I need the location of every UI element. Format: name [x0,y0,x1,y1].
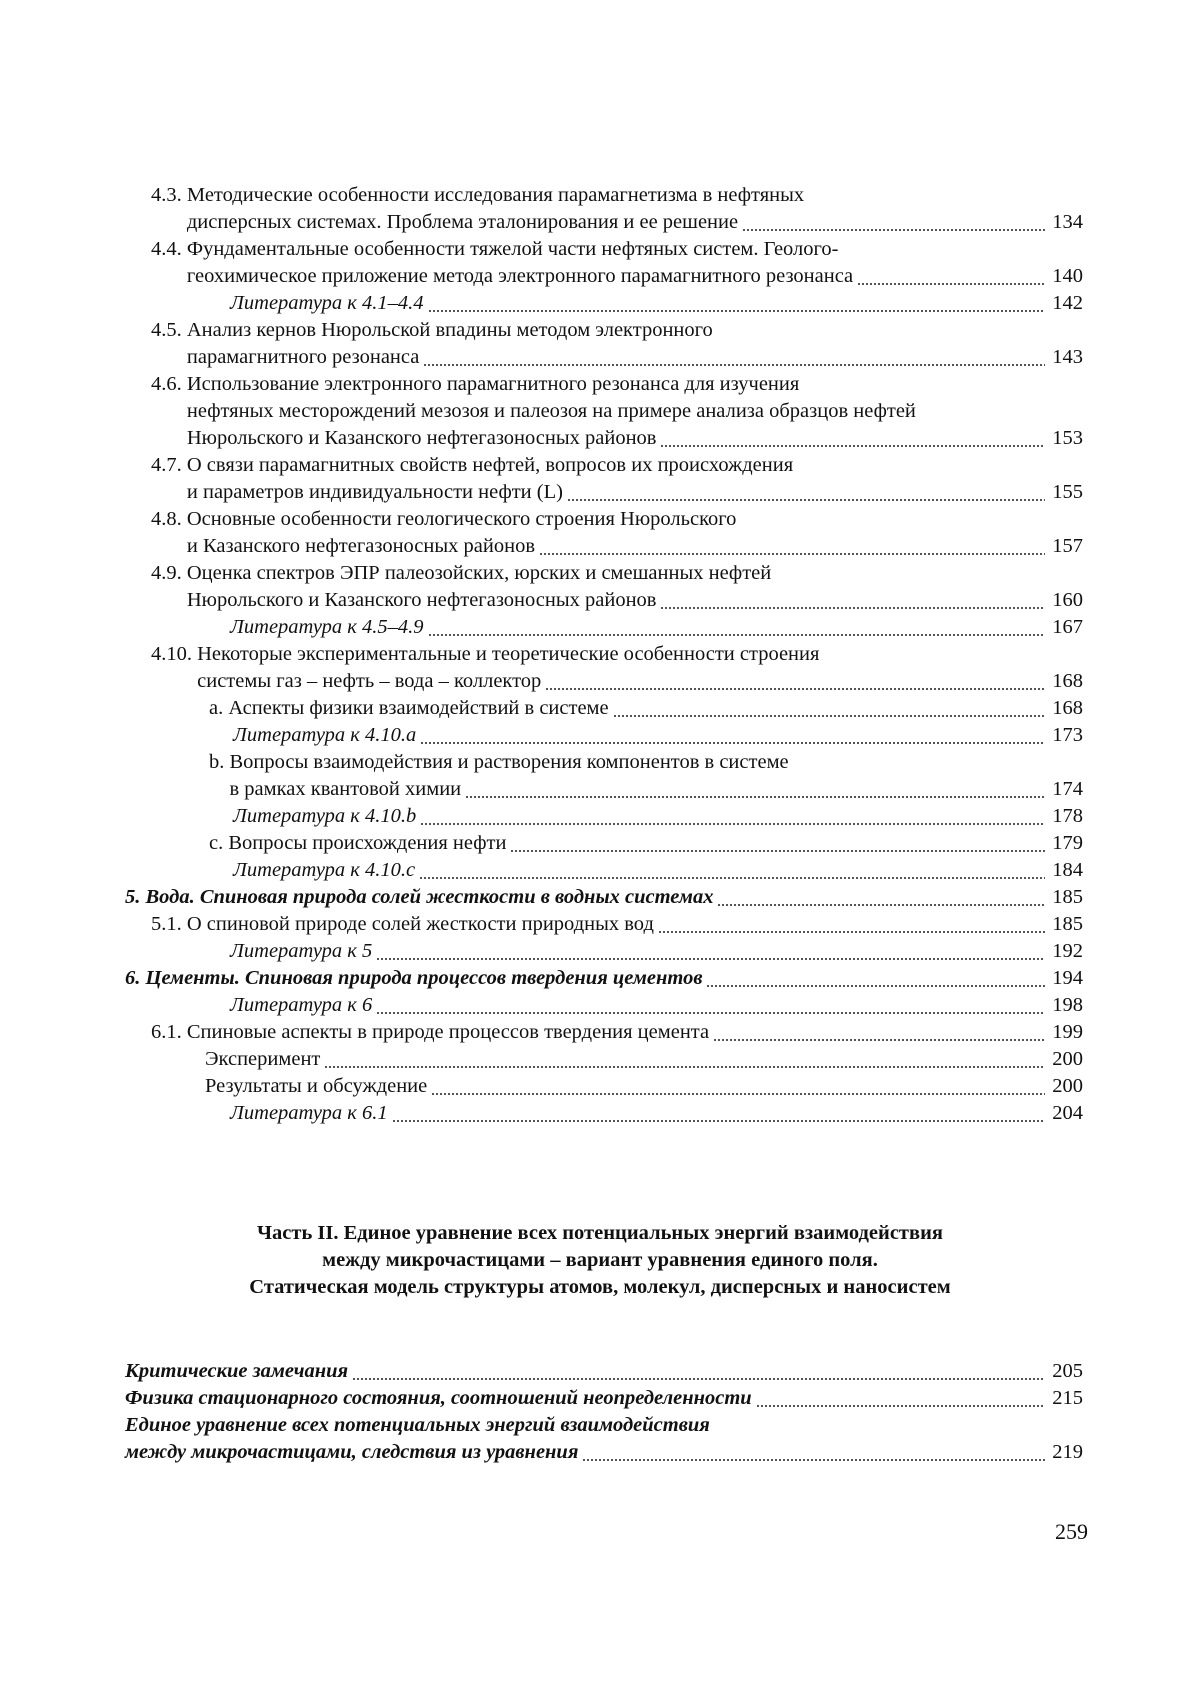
toc-entry-page: 157 [1052,535,1083,557]
toc-entry-body [197,641,1083,695]
toc-entry [125,290,1083,317]
dot-leader [660,606,1045,610]
toc-entry [125,965,1083,992]
toc-entry-body [230,992,1083,1019]
toc-entry [125,1073,1083,1100]
toc-entry-title-line: О спиновой природе солей жесткости природных вод [186,913,654,935]
toc-entry-title-line: Нюрольского и Казанского нефтегазоносных районов [186,589,657,611]
toc-entry-title-line: Литература к 4.10.a [233,724,417,746]
toc-entry-number: b. [209,751,230,773]
toc-entry-number: 4.4. [151,238,187,260]
toc-entry-number: a. [209,697,229,719]
toc-entry-page: 168 [1052,697,1083,719]
toc-entry-title-line: Литература к 5 [230,940,373,962]
toc-entry [125,722,1083,749]
toc-entry-title-line: Использование электронного парамагнитного резонанса для изучения [186,373,800,395]
toc-entry [125,236,1083,290]
toc-entry-title-line: нефтяных месторождений мезозоя и палеозоя на примере анализа образцов нефтей [186,400,916,422]
table-of-contents [125,182,1083,1127]
toc-entry-title-line: и параметров индивидуальности нефти (L) [186,481,563,503]
part-heading-line: Часть II. Единое уравнение всех потенциальных энергий взаимодействия [257,1222,943,1244]
toc-entry-number: 6.1. [151,1021,187,1043]
toc-entry-page: 179 [1052,832,1083,854]
toc-entry-number: 4.10. [151,643,198,665]
toc-entry-number: 4.9. [151,562,187,584]
toc-entry-page: 199 [1052,1021,1083,1043]
toc-entry-body [230,1100,1083,1127]
dot-leader [420,822,1045,826]
dot-leader [376,957,1045,961]
toc-entry-number: 6. [125,967,146,989]
toc-entry-page: 140 [1052,265,1083,287]
toc-entry-title-line: Литература к 4.10.b [233,805,417,827]
toc-entry-title-line: Спиновые аспекты в природе процессов твердения цемента [186,1021,710,1043]
toc-entry-page: 168 [1052,670,1083,692]
dot-leader [706,984,1045,988]
toc-entry-page: 198 [1052,994,1083,1016]
toc-entry-body [205,1073,1083,1100]
toc-entry-title-line: Вопросы происхождения нефти [228,832,507,854]
toc-entry-body [187,560,1083,614]
toc-entry [125,911,1083,938]
toc-entry-title-line: геохимическое приложение метода электронного парамагнитного резонанса [186,265,854,287]
toc-entry-page: 174 [1052,778,1083,800]
dot-leader [613,714,1045,718]
toc-entry-title-line: Нюрольского и Казанского нефтегазоносных районов [186,427,657,449]
toc-entry-number: 5.1. [151,913,187,935]
toc-entry-title-line: Литература к 6.1 [230,1102,388,1124]
toc-entry-title-line: Анализ кернов Нюрольской впадины методом электронного [186,319,713,341]
toc-entry-title-line: Единое уравнение всех потенциальных энергий взаимодействия [125,1414,710,1436]
toc-entry-body [230,749,1084,803]
toc-entry-body [205,1046,1083,1073]
toc-entry-title-line: Литература к 4.1–4.4 [230,292,424,314]
toc-entry-body [146,884,1084,911]
toc-entry-title-line: Эксперимент [205,1048,321,1070]
toc-entry-page: 155 [1052,481,1083,503]
toc-entry-title-line: Оценка спектров ЭПР палеозойских, юрских и смешанных нефтей [186,562,772,584]
toc-entry-body [228,830,1083,857]
toc-entry-title-line: Методические особенности исследования парамагнетизма в нефтяных [186,184,805,206]
toc-entry [125,803,1083,830]
toc-entry [125,1019,1083,1046]
toc-entry-body [187,182,1083,236]
toc-entry [125,182,1083,236]
toc-entry-title-line: между микрочастицами, следствия из уравнения [125,1441,579,1463]
toc-entry-body [230,938,1083,965]
toc-entry [125,1385,1083,1412]
dot-leader [420,741,1045,745]
dot-leader [539,552,1045,556]
toc-entry-page: 184 [1052,859,1083,881]
toc-entry-title-line: в рамках квантовой химии [229,778,462,800]
toc-entry-body [233,722,1083,749]
toc-entry-body [125,1412,1083,1466]
toc-entry-body [146,965,1084,992]
toc-entry [125,1100,1083,1127]
toc-entry-page: 204 [1052,1102,1083,1124]
toc-entry [125,614,1083,641]
toc-entry-number: 4.8. [151,508,187,530]
dot-leader [660,444,1045,448]
toc-entry [125,1412,1083,1466]
toc-entry [125,857,1083,884]
toc-entry-page: 178 [1052,805,1083,827]
dot-leader [510,849,1045,853]
toc-entry-body [230,614,1083,641]
toc-entry-body [187,317,1083,371]
toc-entry-title-line: дисперсных системах. Проблема эталонирования и ее решение [186,211,739,233]
toc-entry-body [228,695,1083,722]
dot-leader [419,876,1045,880]
toc-entry-page: 194 [1052,967,1083,989]
page-number: 259 [1055,1519,1088,1544]
toc-entry-title-line: Основные особенности геологического строения Нюрольского [186,508,737,530]
dot-leader [582,1458,1045,1462]
dot-leader [376,1011,1045,1015]
toc-entry-page: 160 [1052,589,1083,611]
toc-entry [125,884,1083,911]
dot-leader [713,1038,1045,1042]
dot-leader [567,498,1045,502]
toc-entry-body [187,452,1083,506]
toc-entry-body [187,911,1083,938]
toc-entry-number: 4.6. [151,373,187,395]
toc-entry-page: 185 [1052,886,1083,908]
toc-entry [125,371,1083,452]
dot-leader [658,930,1045,934]
dot-leader [431,1092,1045,1096]
toc-entry-page: 215 [1052,1387,1083,1409]
toc-entry-number: 4.7. [151,454,187,476]
toc-entry-title-line: Вопросы взаимодействия и растворения компонентов в системе [229,751,789,773]
toc-entry [125,749,1083,803]
toc-entry-title-line: парамагнитного резонанса [186,346,420,368]
toc-entry-body [233,857,1083,884]
dot-leader [352,1377,1045,1381]
toc-entry-title-line: и Казанского нефтегазоносных районов [186,535,535,557]
toc-entry [125,1046,1083,1073]
toc-entry-title-line: Цементы. Спиновая природа процессов твердения цементов [145,967,703,989]
toc-entry-page: 185 [1052,913,1083,935]
toc-entry-page: 173 [1052,724,1083,746]
toc-entry-body [125,1385,1083,1412]
toc-entry-page: 153 [1052,427,1083,449]
toc-entry [125,830,1083,857]
toc-entry-title-line: Некоторые экспериментальные и теоретические особенности строения [197,643,820,665]
toc-entry-page: 167 [1052,616,1083,638]
dot-leader [324,1065,1045,1069]
dot-leader [742,228,1045,232]
toc-entry [125,506,1083,560]
toc-entry [125,317,1083,371]
part-heading-line: Статическая модель структуры атомов, молекул, дисперсных и наносистем [249,1276,951,1298]
toc-entry-title-line: Литература к 6 [230,994,373,1016]
dot-leader [756,1404,1045,1408]
toc-entry [125,938,1083,965]
dot-leader [392,1119,1045,1123]
toc-entry-page: 200 [1052,1048,1083,1070]
toc-entry-title-line: Критические замечания [125,1360,349,1382]
toc-entry-body [187,236,1083,290]
toc-entry-page: 200 [1052,1075,1083,1097]
table-of-contents-part-2 [125,1358,1083,1466]
toc-entry-body [187,506,1083,560]
toc-entry [125,452,1083,506]
toc-entry-page: 192 [1052,940,1083,962]
toc-entry [125,695,1083,722]
toc-entry [125,992,1083,1019]
toc-entry-page: 219 [1052,1441,1083,1463]
toc-entry-title-line: О связи парамагнитных свойств нефтей, вопросов их происхождения [186,454,794,476]
toc-entry-body [125,1358,1083,1385]
toc-entry-page: 134 [1052,211,1083,233]
dot-leader [423,363,1045,367]
toc-entry-page: 205 [1052,1360,1083,1382]
toc-entry-page: 143 [1052,346,1083,368]
toc-entry [125,1358,1083,1385]
toc-entry-number: 5. [125,886,146,908]
dot-leader [428,309,1046,313]
toc-entry-title-line: системы газ – нефть – вода – коллектор [197,670,542,692]
dot-leader [717,903,1045,907]
toc-entry-body [233,803,1083,830]
toc-entry-page: 142 [1052,292,1083,314]
toc-entry-title-line: Аспекты физики взаимодействий в системе [228,697,609,719]
toc-entry-title-line: Литература к 4.5–4.9 [230,616,424,638]
toc-entry-title-line: Фундаментальные особенности тяжелой части нефтяных систем. Геолого- [186,238,839,260]
toc-entry-body [187,371,1083,452]
dot-leader [545,687,1045,691]
toc-entry-number: 4.5. [151,319,187,341]
toc-entry [125,641,1083,695]
part-heading [0,1220,1200,1301]
toc-entry-title-line: Вода. Спиновая природа солей жесткости в водных системах [145,886,714,908]
dot-leader [428,633,1046,637]
toc-entry-number: 4.3. [151,184,187,206]
toc-entry-body [230,290,1083,317]
toc-entry-body [187,1019,1083,1046]
toc-entry-title-line: Литература к 4.10.c [233,859,416,881]
toc-entry [125,560,1083,614]
toc-entry-number: c. [209,832,229,854]
toc-entry-title-line: Результаты и обсуждение [205,1075,428,1097]
part-heading-line: между микрочастицами – вариант уравнения единого поля. [322,1249,878,1271]
dot-leader [465,795,1045,799]
toc-entry-title-line: Физика стационарного состояния, соотношений неопределенности [125,1387,752,1409]
dot-leader [857,282,1045,286]
